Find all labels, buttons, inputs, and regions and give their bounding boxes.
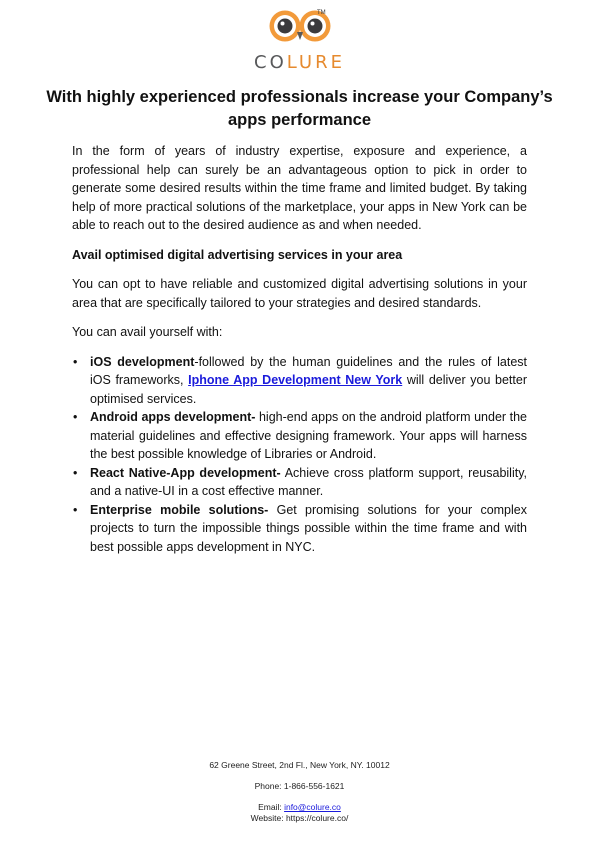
footer-email-label: Email:	[258, 802, 285, 812]
footer-address: 62 Greene Street, 2nd Fl., New York, NY. 10012	[209, 760, 390, 770]
trademark-mark: TM	[317, 10, 326, 16]
bullet-icon: •	[73, 410, 78, 424]
avail-paragraph: You can avail yourself with:	[72, 325, 223, 339]
brand-name	[0, 52, 599, 73]
intro-paragraph: In the form of years of industry expertise, exposure and experience, a professional help can surely be an advantageous option to pick in order to generate some desired results within the time frame and limited budget. By taking help of more practical solutions of the marketplace, your apps in New York can be able to reach out to the desired audience as and when needed.	[72, 144, 527, 232]
enterprise-title: Enterprise mobile solutions-	[90, 502, 269, 517]
footer-email-link[interactable]: info@colure.co	[284, 802, 341, 812]
page-title: With highly experienced professionals increase your Company’s apps performance	[46, 88, 553, 129]
react-title: React Native-App development-	[90, 465, 281, 480]
bullet-icon: •	[73, 465, 78, 480]
footer-website: Website: https://colure.co/	[250, 813, 349, 823]
bullet-icon: •	[73, 354, 78, 369]
android-text: high-end apps on the android platform under the material guidelines and effective designing framework. Your apps will harness the best possible knowledge of Libraries or Android.	[90, 410, 527, 461]
ios-text-before: -followed by the human guidelines and the rules of latest iOS frameworks,	[90, 354, 528, 387]
brand-part-orange: LURE	[286, 52, 345, 73]
list-item-react	[72, 464, 527, 501]
ios-title: iOS development	[90, 354, 195, 369]
ios-text-after: will deliver you better optimised services.	[90, 373, 527, 406]
iphone-app-development-link[interactable]: Iphone App Development New York	[188, 373, 403, 387]
android-title: Android apps development-	[90, 410, 256, 424]
footer-phone: Phone: 1-866-556-1621	[254, 781, 345, 791]
services-list	[72, 353, 527, 557]
logo	[0, 2, 599, 76]
bullet-icon: •	[73, 502, 78, 517]
section-heading: Avail optimised digital advertising services in your area	[72, 247, 403, 262]
list-item-ios	[72, 353, 527, 409]
footer	[0, 760, 599, 824]
section-paragraph: You can opt to have reliable and customized digital advertising solutions in your area that are specifically tailored to your strategies and desired standards.	[72, 277, 527, 310]
list-item-enterprise	[72, 501, 527, 557]
brand-part-gray: CO	[254, 52, 287, 73]
footer-email	[0, 802, 599, 813]
react-text: Achieve cross platform support, reusability, and a native-UI in a cost effective manner.	[90, 465, 528, 498]
list-item-android	[72, 408, 527, 464]
main-content	[72, 142, 527, 556]
enterprise-text: Get promising solutions for your complex projects to turn the impossible things possible within the time frame and with best possible apps development in NYC.	[90, 502, 527, 554]
